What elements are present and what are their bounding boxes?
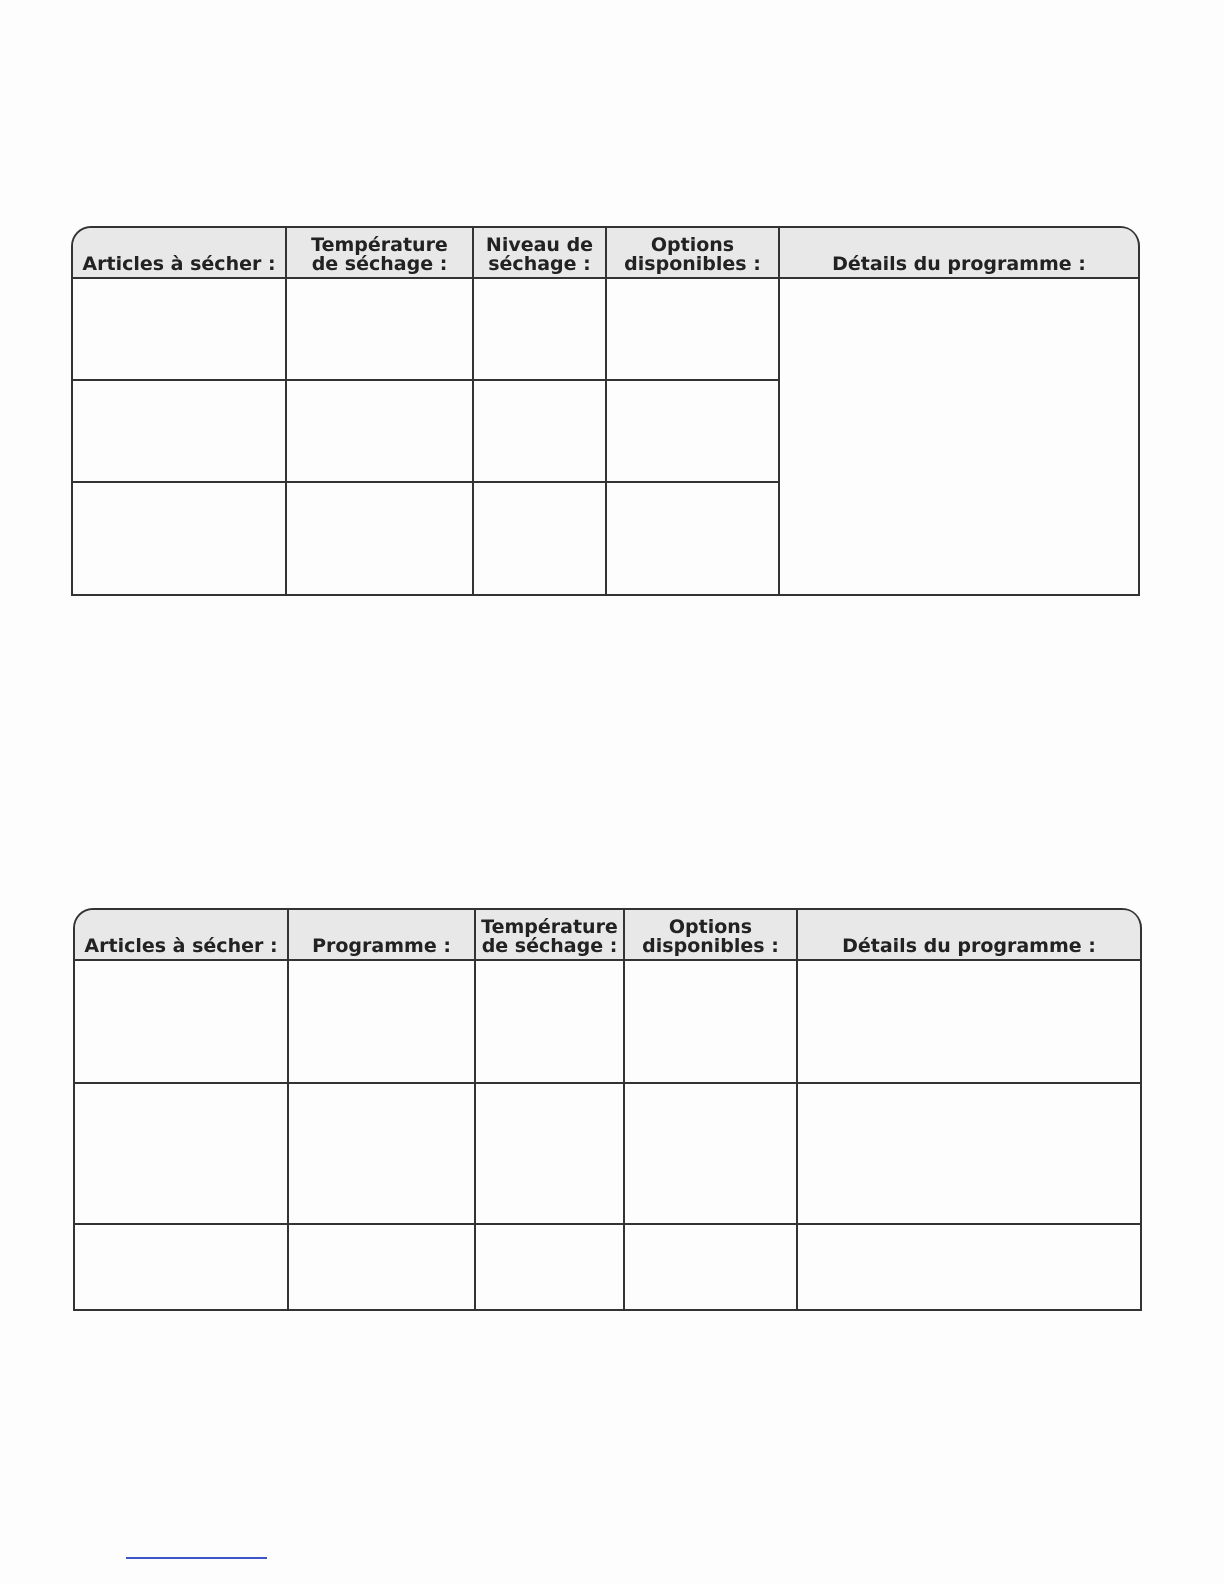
header-label: Options disponibles : bbox=[624, 234, 761, 275]
table-cell bbox=[607, 483, 780, 596]
table-cell bbox=[287, 381, 474, 483]
table-cell bbox=[73, 279, 287, 381]
header-program bbox=[289, 910, 476, 961]
header-temperature bbox=[476, 910, 625, 961]
table-cell bbox=[625, 1084, 798, 1225]
header-label: Articles à sécher : bbox=[82, 253, 276, 275]
table-cell bbox=[289, 1084, 476, 1225]
header-options bbox=[607, 228, 780, 279]
footnote-divider bbox=[126, 1557, 267, 1559]
table-cell bbox=[798, 1225, 1142, 1311]
header-label: Température de séchage : bbox=[481, 916, 618, 957]
table-cell bbox=[75, 1225, 289, 1311]
table-cell bbox=[75, 1084, 289, 1225]
table-cell bbox=[607, 381, 780, 483]
table-cell bbox=[625, 1225, 798, 1311]
drying-cycle-table-2 bbox=[73, 908, 1142, 1311]
table-row bbox=[75, 1225, 1142, 1311]
table-cell bbox=[75, 961, 289, 1084]
table-cell bbox=[287, 279, 474, 381]
table-cell bbox=[474, 381, 607, 483]
header-details bbox=[780, 228, 1140, 279]
table-cell bbox=[607, 279, 780, 381]
table-row bbox=[75, 961, 1142, 1084]
table-cell bbox=[287, 483, 474, 596]
header-label: Articles à sécher : bbox=[84, 935, 278, 957]
table-cell bbox=[73, 381, 287, 483]
header-label: Niveau de séchage : bbox=[485, 234, 594, 275]
table-row bbox=[75, 1084, 1142, 1225]
header-details bbox=[798, 910, 1142, 961]
header-label: Programme : bbox=[312, 935, 451, 957]
table-cell bbox=[625, 961, 798, 1084]
table-cell bbox=[474, 279, 607, 381]
table-cell bbox=[289, 961, 476, 1084]
table-cell bbox=[476, 1225, 625, 1311]
cycle-table bbox=[73, 908, 1142, 1311]
header-label: Température de séchage : bbox=[311, 234, 448, 275]
header-label: Options disponibles : bbox=[642, 916, 779, 957]
table-cell bbox=[798, 1084, 1142, 1225]
table-cell bbox=[289, 1225, 476, 1311]
header-label: Détails du programme : bbox=[832, 253, 1086, 275]
header-label: Détails du programme : bbox=[842, 935, 1096, 957]
table-cell bbox=[474, 483, 607, 596]
header-articles bbox=[75, 910, 289, 961]
header-temperature bbox=[287, 228, 474, 279]
header-dryness-level bbox=[474, 228, 607, 279]
header-articles bbox=[73, 228, 287, 279]
table-cell bbox=[798, 961, 1142, 1084]
header-options bbox=[625, 910, 798, 961]
table-row bbox=[73, 279, 1140, 381]
table-cell bbox=[73, 483, 287, 596]
details-cell bbox=[780, 279, 1140, 596]
table-cell bbox=[476, 1084, 625, 1225]
drying-cycle-table-1 bbox=[71, 226, 1140, 596]
table-cell bbox=[476, 961, 625, 1084]
cycle-table bbox=[71, 226, 1140, 596]
